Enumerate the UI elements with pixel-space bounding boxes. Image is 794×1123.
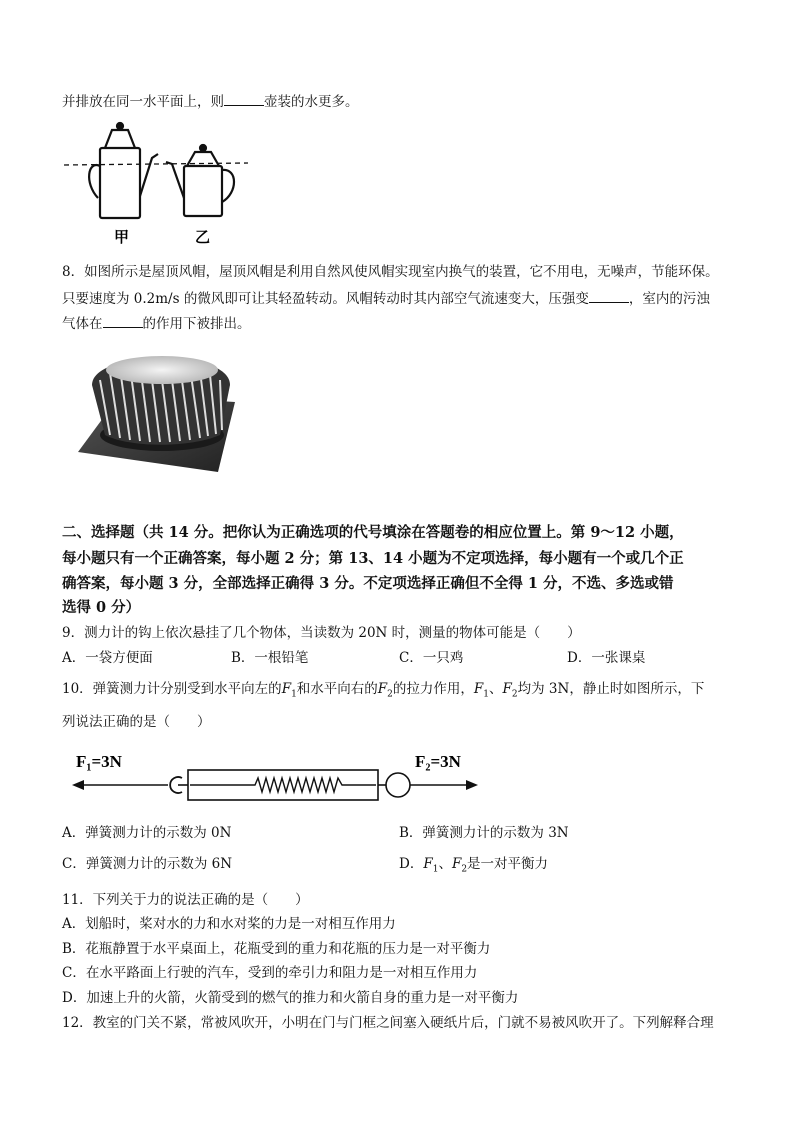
q11-stem: 11．下列关于力的说法正确的是（ ） (62, 892, 309, 908)
water-level-line (64, 163, 248, 165)
answer-blank (224, 92, 264, 106)
q9-option-d: D．一张课桌 (567, 650, 646, 666)
f1-label: F₁=3N (76, 752, 122, 771)
q10-stem-line-2: 列说法正确的是（ ） (62, 714, 211, 730)
q11-option-c: C．在水平路面上行驶的汽车，受到的牵引力和阻力是一对相互作用力 (62, 965, 478, 981)
section-2-header-line-3: 确答案，每小题 3 分，全部选择正确得 3 分。不定项选择正确但不全得 1 分，不选、多选或错 (62, 575, 674, 592)
section-2-header-line-2: 每小题只有一个正确答案，每小题 2 分；第 13、14 小题为不定项选择，每小题有一个或几个正 (62, 550, 684, 567)
teapot-figure (60, 118, 260, 248)
teapot-yi (166, 145, 234, 216)
q10-option-d: D．$F_1$、$F_2$是一对平衡力 (399, 856, 549, 875)
q9-option-a: A．一袋方便面 (62, 650, 153, 666)
f2-label: F₂=3N (415, 752, 461, 771)
q11-option-d: D．加速上升的火箭，火箭受到的燃气的推力和火箭自身的重力是一对平衡力 (62, 990, 519, 1006)
answer-blank (103, 314, 143, 328)
label-jia: 甲 (114, 228, 130, 246)
ring (386, 773, 410, 797)
answer-blank (589, 289, 629, 303)
section-2-header-line-4: 选得 0 分） (62, 599, 141, 616)
q10-option-a: A．弹簧测力计的示数为 0N (62, 825, 232, 841)
q7-text-tail: 并排放在同一水平面上，则 壶装的水更多。 (62, 94, 359, 110)
q8-line-1: 8．如图所示是屋顶风帽，屋顶风帽是利用自然风使风帽实现室内换气的装置，它不用电，无噪声，节能环保。 (62, 264, 719, 280)
q11-option-b: B．花瓶静置于水平桌面上，花瓶受到的重力和花瓶的压力是一对平衡力 (62, 941, 491, 957)
ventilator-top (106, 356, 218, 384)
teapot-jia (89, 123, 158, 218)
section-2-header-line-1: 二、选择题（共 14 分。把你认为正确选项的代号填涂在答题卷的相应位置上。第 9～12 小题， (62, 524, 684, 541)
q9-option-b: B．一根铅笔 (231, 650, 309, 666)
label-yi: 乙 (195, 228, 211, 246)
q10-stem-line-1: 10．弹簧测力计分别受到水平向左的$F_1$和水平向右的$F_2$的拉力作用，$F_1$、$F_2$均为 3N，静止时如图所示，下 (62, 681, 705, 700)
roof-ventilator-image (70, 340, 240, 475)
q9-option-c: C．一只鸡 (399, 650, 464, 666)
spring-scale-figure (70, 745, 490, 815)
q8-line-3: 气体在 的作用下被排出。 (62, 316, 251, 332)
q9-stem: 9．测力计的钩上依次悬挂了几个物体，当读数为 20N 时，测量的物体可能是（ ） (62, 625, 581, 641)
q8-line-2: 只要速度为 0.2m/s 的微风即可让其轻盈转动。风帽转动时其内部空气流速变大，压强变 ，室内的污浊 (62, 291, 710, 307)
q10-option-b: B．弹簧测力计的示数为 3N (399, 825, 569, 841)
q10-option-c: C．弹簧测力计的示数为 6N (62, 856, 233, 872)
q12-stem: 12．教室的门关不紧，常被风吹开，小明在门与门框之间塞入硬纸片后，门就不易被风吹开了。下列解释合理 (62, 1015, 714, 1031)
q11-option-a: A．划船时，桨对水的力和水对桨的力是一对相互作用力 (62, 916, 396, 932)
